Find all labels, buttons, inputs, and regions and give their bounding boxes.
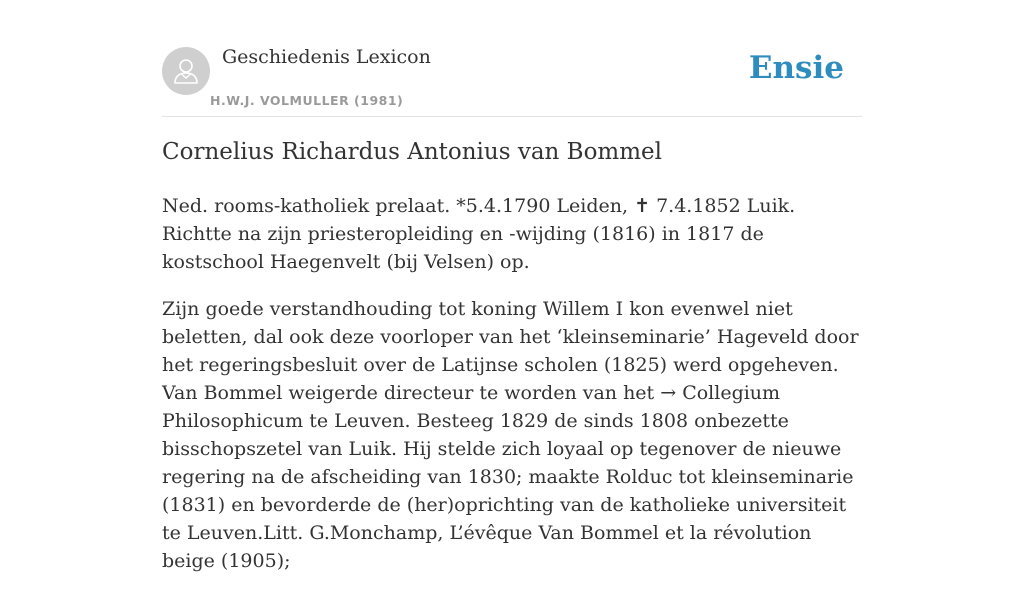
user-icon [171,56,201,86]
brand-logo[interactable]: Ensie [748,50,844,86]
article-paragraph-1: Ned. rooms-katholiek prelaat. *5.4.1790 Leiden, ✝ 7.4.1852 Luik. Richtte na zijn priesteropleiding en -wijding (1816) in 1817 de kostschool Haegenvelt (bij Velsen) op. [162,195,796,273]
lexicon-title[interactable]: Geschiedenis Lexicon [222,46,431,68]
article-paragraph-2 [162,295,862,575]
article-title: Cornelius Richardus Antonius van Bommel [162,139,663,165]
paragraph-text: te Leuven. Besteeg 1829 de sinds 1808 onbezette bisschopszetel van Luik. Hij stelde zich loyaal op tegenover de nieuwe regering na de afscheiding van 1830; maakte Rolduc tot kleinseminarie (1831) en bevorderde de (her)oprichting van de katholieke universiteit te Leuven.Litt. G.Monchamp, L’évêque Van Bommel et la révolution beige (1905); [162,410,854,572]
avatar[interactable] [162,47,210,95]
author-label: H.W.J. VOLMULLER (1981) [210,93,404,108]
article-body [162,192,862,594]
header [162,46,862,117]
collegium-link[interactable]: → Collegium Philosophicum [162,382,781,432]
paragraph-text: Zijn goede verstandhouding tot koning Willem I kon evenwel niet beletten, dal ook deze voorloper van het ‘kleinseminarie’ Hageveld door het regeringsbesluit over de Latijnse scholen (1825) werd opgeheven. Van Bommel weigerde directeur te worden van het [162,298,859,404]
